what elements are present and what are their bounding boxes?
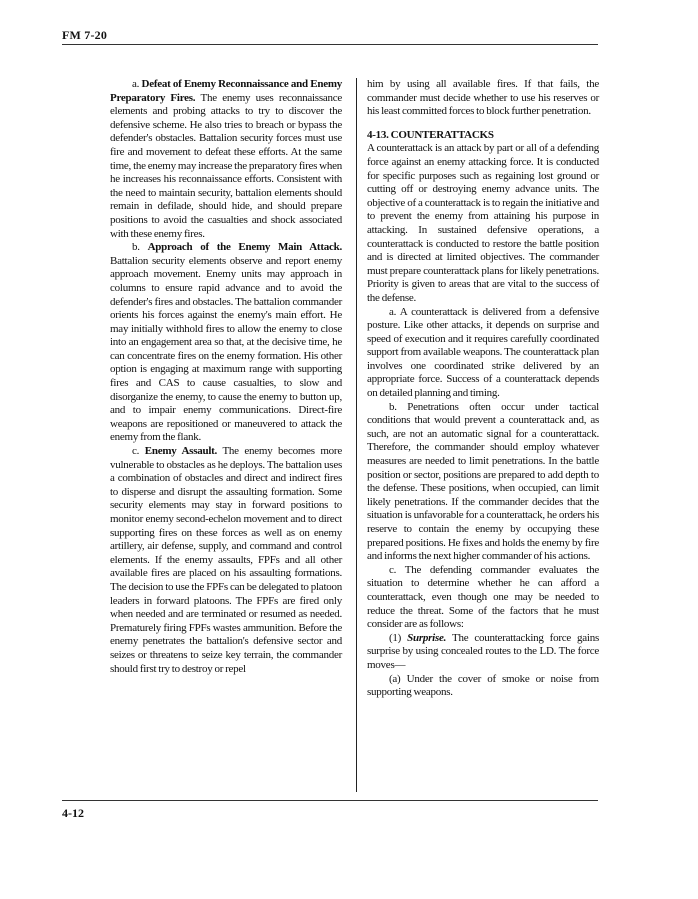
footer-rule — [62, 800, 598, 801]
paragraph-c-body: The enemy becomes more vulnerable to obstacles as he deploys. The battalion uses a combination of obstacles and direct and indirect fires to disperse and disrupt the assaulting formation. Some security elements may stay in forward positions to monitor enemy second-echelon movement and to direct supporting fires on these forces as well as on enemy artillery, air defense, supply, and command and control elements. If the enemy assaults, FPFs and all other available fires are placed on his assaulting formations. The decision to use the FPFs can be delegated to platoon leaders in forward platoons. The FPFs are fired only when needed and are terminated or resumed as needed. Prematurely firing FPFs wastes ammunition. Before the enemy penetrates the battalion's defensive sector and seizes or threatens to seize key terrain, the commander should first try to destroy or repel — [110, 445, 342, 675]
page-header: FM 7-20 — [62, 28, 108, 42]
page-number: 4-12 — [62, 806, 84, 820]
continuation-text: him by using all available fires. If that fails, the commander must decide whether to use his reserves or his least committed forces to block further penetration. — [367, 78, 599, 118]
paragraph-a-label: a. — [132, 78, 140, 90]
paragraph-c-label: c. — [132, 445, 140, 458]
counterattack-paragraph-a: a. A counterattack is delivered from a defensive posture. Like other attacks, it depends on surprise and speed of execution and it requires carefully coordinated support from available weapons. The counterattack plan involves one coordinated strike delivered by an appropriate force. Success of a counterattack depends on detailed planning and timing. — [367, 305, 599, 400]
subitem-a: (a) Under the cover of smoke or noise from supporting weapons. — [367, 672, 599, 699]
paragraph-c — [110, 445, 342, 676]
paragraph-b-label: b. — [132, 241, 140, 254]
paragraph-c-title: Enemy Assault. — [144, 445, 218, 458]
paragraph-b — [110, 241, 342, 445]
left-column — [110, 78, 342, 676]
factor-surprise-label: (1) — [389, 631, 402, 644]
factor-surprise — [367, 632, 599, 673]
section-heading: 4-13. COUNTERATTACKS — [367, 128, 494, 141]
header-rule — [62, 44, 598, 45]
paragraph-b-title: Approach of the Enemy Main Attack. — [147, 241, 342, 254]
paragraph-a — [110, 78, 342, 241]
factor-surprise-title: Surprise. — [407, 631, 447, 644]
paragraph-a-title: Defeat of Enemy Reconnaissance and Enemy Preparatory Fires. — [110, 78, 342, 104]
counterattack-paragraph-b: b. Penetrations often occur under tactical conditions that would prevent a counterattack and, as such, are not an automatic signal for a counterattack. Therefore, the commander should employ whatever measures are needed to limit penetrations. In the battle position or sector, positions are prepared to add depth to the defense. These positions, when occupied, can limit likely penetrations. If the commander decides that the situation is unfavorable for a counterattack, he orders his reserve to contain the enemy by occupying these prepared positions. He fixes and holds the enemy by fire and informs the next higher commander of his actions. — [367, 400, 599, 563]
paragraph-a-body: The enemy uses reconnaissance elements and probing attacks to try to discover the defensive scheme. He also tries to breach or bypass the defender's obstacles. Battalion security forces must use fire and movement to defeat these efforts. At the same time, the enemy may increase the preparatory fires when he increases his reconnaissance efforts. Consistent with the need to maintain security, battalion elements should remain in defilade, should hide, and should prepare positions to avoid the casualties and shock associated with these enemy fires. — [110, 91, 342, 240]
counterattack-paragraph-c: c. The defending commander evaluates the situation to determine whether he can afford a counterattack, even though one may be needed to reduce the threat. Some of the factors that he must consider are as follows: — [367, 563, 599, 631]
factor-surprise-body: The counterattacking force gains surprise by using concealed routes to the LD. The force moves— — [367, 631, 599, 671]
column-divider — [356, 78, 357, 792]
section-intro: A counterattack is an attack by part or all of a defending force against an enemy attacking force. It is conducted for specific purposes such as regaining lost ground or cutting off or destroying enemy advance units. The objective of a counterattack is to regain the initiative and to prevent the enemy from attaining his purpose in attacking. In sustained defensive operations, a counterattack is conducted to restore the battle position and is directed at limited objectives. The commander must prepare counterattack plans for likely penetrations. Priority is given to areas that are vital to the success of the defense. — [367, 142, 599, 304]
paragraph-b-body: Battalion security elements observe and report enemy approach movement. Enemy units may approach in columns to ensure rapid advance and to avoid the defender's fires and obstacles. The battalion commander orients his forces against the enemy's main effort. He may initially withhold fires to allow the enemy to close into an engagement area so that, at the decisive time, he can concentrate fires on the enemy formation. His other option is engaging at maximum range with supporting fires and CAS to cause casualties, to slow and disorganize the enemy, to cause the enemy to button up, and to impair enemy communications. Direct-fire weapons are repositioned or maneuvered to attack the enemy from the flank. — [110, 254, 342, 444]
right-column — [367, 78, 599, 700]
